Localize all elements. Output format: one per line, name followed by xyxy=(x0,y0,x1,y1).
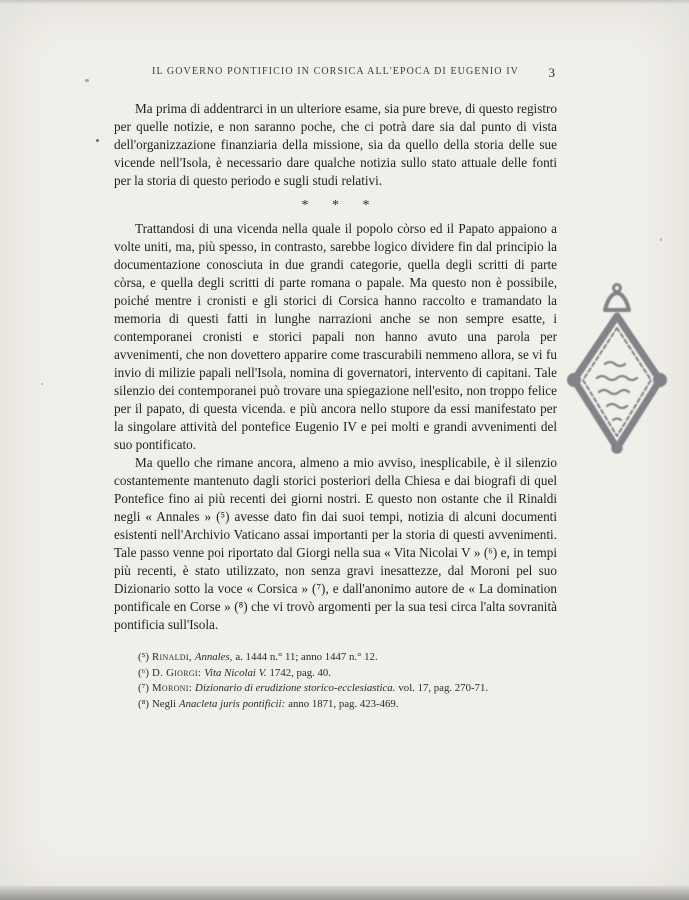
footnote-work-title: Annales, xyxy=(194,651,233,663)
footnote-reference: a. 1444 n.° 11; anno 1447 n.° 12. xyxy=(235,651,378,663)
page-number: 3 xyxy=(548,65,555,80)
footnote-lead: Negli xyxy=(151,697,176,710)
scan-speck xyxy=(41,383,43,385)
footnote-author: Moroni: xyxy=(151,682,193,695)
footnote-marker: (⁵) xyxy=(138,651,149,663)
paragraph-2: Trattandosi di una vicenda nella quale il popolo còrso ed il Papato appaiono a volte uniti, ma, più spesso, in contrasto, sarebbe logico dividere fin dal principio la documentazione conosciuta in due grandi categorie, quella degli scritti di parte còrsa, e quella degli scritti di parte romana o papale. Ma questo non è possibile, poiché mentre i cronisti e gli storici di Corsica hanno raccolto e tramandato la memoria di questi fatti in lunghe narrazioni anche se non sempre esatte, i contemporanei cronisti e storici papali non hanno avuto una parola per avvenimenti, che non dovettero apparire come trascurabili nemmeno allora, se vi fu invio di milizie papali nell'Isola, nomina di governatori, intervento di capitani. Tale silenzio dei contemporanei può trovare una spiegazione nell'esito, non troppo felice per il papato, di questa vicenda. e più ancora nello stupore da essi manifestato per la singolare attività del pontefice Eugenio IV e pei molti e grandi avvenimenti del suo pontificato. xyxy=(114,221,557,452)
asterisk-separator: * * * xyxy=(301,198,380,213)
scan-speck xyxy=(96,139,99,142)
footnote-item xyxy=(138,650,557,666)
footnote-author: Rinaldi, xyxy=(151,651,192,663)
footnote-marker: (⁷) xyxy=(138,682,149,695)
footnote-item xyxy=(138,681,557,697)
scan-edge-top xyxy=(0,0,689,4)
page-header xyxy=(114,66,557,82)
footnote-reference: 1742, pag. 40. xyxy=(269,666,332,679)
footnote-reference: anno 1871, pag. 423-469. xyxy=(288,697,399,710)
footnote-work-title: Anacleta juris pontificii: xyxy=(179,697,286,710)
footnote-reference: vol. 17, pag. 270-71. xyxy=(398,682,489,695)
footnote-author: D. Giorgi: xyxy=(151,666,202,679)
footnote-marker: (⁸) xyxy=(138,697,149,710)
footnote-marker: (⁶) xyxy=(138,666,149,679)
footnote-item xyxy=(138,697,557,713)
paragraph-1: Ma prima di addentrarci in un ulteriore esame, sia pure breve, di questo registro per quelle notizie, e non saranno poche, che ci potrà dare sia dal punto di vista dell'organizzazione finanziaria della missione, sia da quello della storia delle sue vicende nell'Isola, è necessario dare qualche notizia sullo stato attuale delle fonti per la storia di questo periodo e sugli studi relativi. xyxy=(114,101,557,188)
paragraph-3: Ma quello che rimane ancora, almeno a mio avviso, inesplicabile, è il silenzio costantemente mantenuto dagli storici posteriori della Chiesa e dai biografi di quel Pontefice fino ai più recenti dei giorni nostri. E questo non ostante che il Rinaldi negli « Annales » (⁵) avesse dato fin dai suoi tempi, notizia di alcuni documenti esistenti nell'Archivio Vaticano assai importanti per la storia di questi avvenimenti. Tale passo venne poi riportato dal Giorgi nella sua « Vita Nicolai V » (⁶) e, in tempi più recenti, è stato utilizzato, non senza gravi inesattezze, dal Moroni pel suo Dizionario sotto la voce « Corsica » (⁷), e dall'anonimo autore de « La domination pontificale en Corse » (⁸) che vi trovò argomenti per la sua tesi circa l'alta sovranità pontificia sull'Isola. xyxy=(114,455,557,632)
scan-speck xyxy=(85,79,89,82)
footnote-work-title: Vita Nicolai V. xyxy=(204,666,267,679)
library-ink-stamp-icon xyxy=(563,280,671,458)
footnote-work-title: Dizionario di erudizione storico-ecclesiastica. xyxy=(195,682,396,695)
scan-speck xyxy=(660,238,662,241)
footnotes-block xyxy=(138,650,557,712)
running-header-title: IL GOVERNO PONTIFICIO IN CORSICA ALL'EPOCA DI EUGENIO IV xyxy=(152,66,519,77)
text-block xyxy=(114,100,557,712)
footnote-item xyxy=(138,666,557,682)
scan-edge-bottom xyxy=(0,886,689,900)
